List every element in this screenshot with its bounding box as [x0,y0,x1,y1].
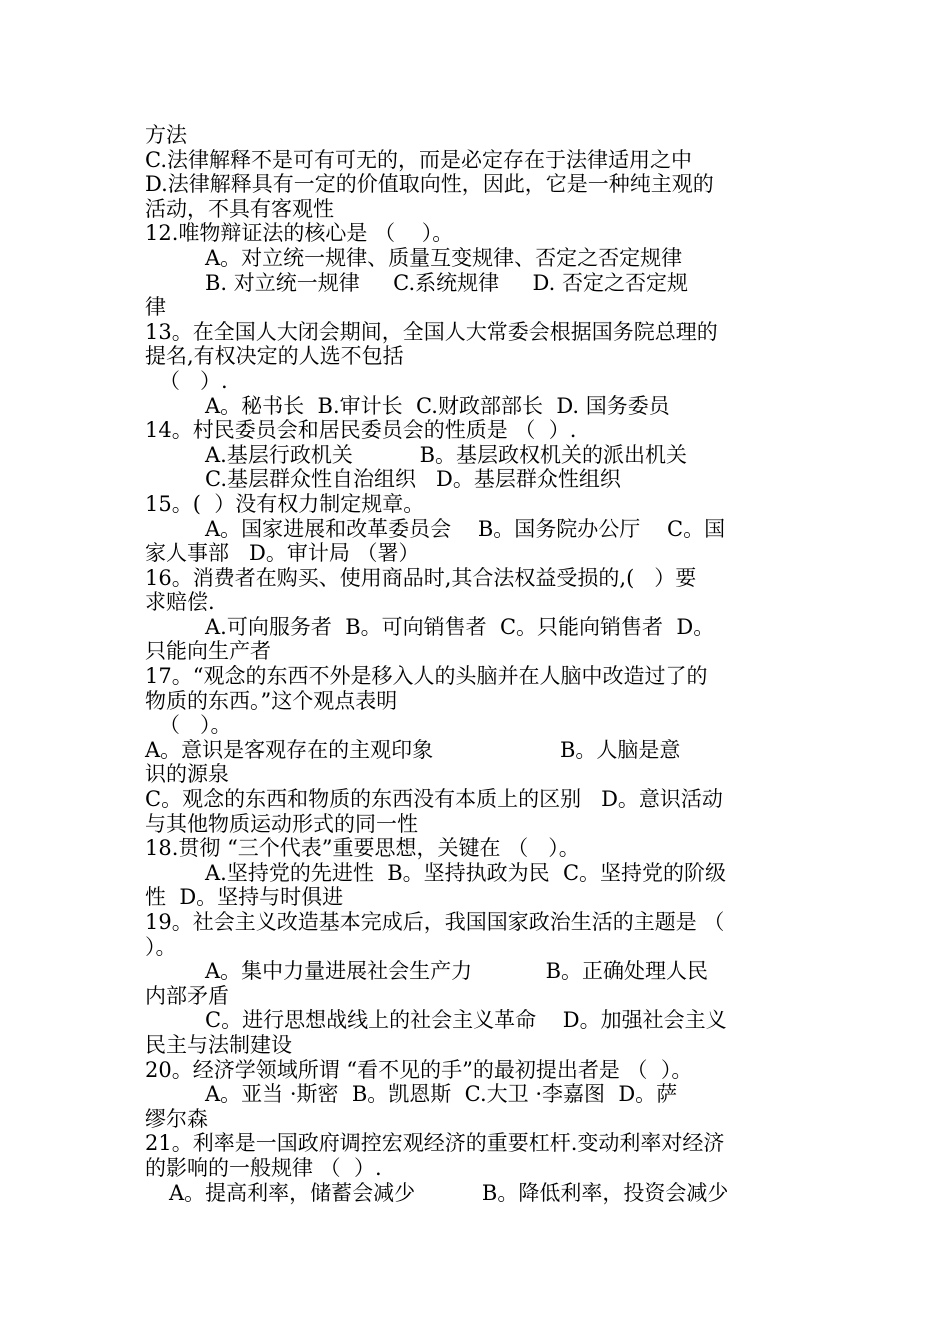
text-line: 缪尔森 [145,1106,208,1131]
text-line: A。秘书长 B.审计长 C.财政部部长 D. 国务委员 [205,393,670,418]
text-line: 性 D。坚持与时俱进 [145,885,344,910]
text-line: 提名,有权决定的人选不包括 [145,344,404,369]
text-line: A。亚当 ·斯密 B。凯恩斯 C.大卫 ·李嘉图 D。萨 [205,1082,678,1107]
text-line: D.法律解释具有一定的价值取向性，因此，它是一种纯主观的 [145,172,714,197]
text-line: 物质的东西。”这个观点表明 [145,688,398,713]
text-line: 与其他物质运动形式的同一性 [145,811,418,836]
text-line: C.基层群众性自治组织 D。基层群众性组织 [205,467,621,492]
text-line: A.基层行政机关 B。基层政权机关的派出机关 [205,442,688,467]
text-line: 方法 [145,123,187,147]
text-line: A。国家进展和改革委员会 B。国务院办公厅 C。国 [205,516,726,541]
text-line: 求赔偿. [145,590,215,615]
text-line: C.法律解释不是可有可无的，而是必定存在于法律适用之中 [145,147,692,172]
text-line: 民主与法制建设 [145,1032,292,1057]
text-line: 的影响的一般规律 （ ）. [145,1155,382,1180]
text-line: 识的源泉 [145,762,229,787]
text-line: B. 对立统一规律 C.系统规律 D. 否定之否定规 [205,270,688,295]
text-line: 只能向生产者 [145,639,271,664]
text-line: C。观念的东西和物质的东西没有本质上的区别 D。意识活动 [145,787,723,812]
text-line: 12.唯物辩证法的核心是 （ ）。 [145,221,454,246]
text-line: 19。社会主义改造基本完成后，我国国家政治生活的主题是 （ [145,910,725,934]
text-line: A.可向服务者 B。可向销售者 C。只能向销售者 D。 [205,614,715,639]
text-line: ）。 [145,934,177,959]
text-line: 20。经济学领域所谓 “看不见的手”的最初提出者是 （ ）。 [145,1057,693,1082]
document-body [145,123,810,1205]
text-line: 15。( ）没有权力制定规章。 [145,491,425,516]
text-line: 21。利率是一国政府调控宏观经济的重要杠杆.变动利率对经济 [145,1131,725,1156]
text-line: 17。“观念的东西不外是移入人的头脑并在人脑中改造过了的 [145,664,708,689]
text-line: 家人事部 D。审计局 （署） [145,541,420,566]
text-line: A。提高利率，储蓄会减少 B。降低利率，投资会减少 [169,1180,729,1205]
text-line: 内部矛盾 [145,983,229,1008]
text-line: 活动，不具有客观性 [145,196,334,221]
text-line: A。对立统一规律、质量互变规律、否定之否定规律 [205,245,683,270]
text-line: C。进行思想战线上的社会主义革命 D。加强社会主义 [205,1008,727,1033]
text-line: 16。消费者在购买、使用商品时,其合法权益受损的,( ）要 [145,565,697,590]
text-line: （ ）. [159,368,228,393]
text-line: 18.贯彻 “三个代表”重要思想，关键在 （ ）。 [145,836,580,861]
text-line: 13。在全国人大闭会期间，全国人大常委会根据国务院总理的 [145,319,718,344]
text-line: （ ）。 [159,713,232,738]
text-line: 14。村民委员会和居民委员会的性质是 （ ）. [145,418,577,443]
text-line: 律 [145,295,166,320]
text-line: A。意识是客观存在的主观印象 B。人脑是意 [145,737,681,762]
text-line: A.坚持党的先进性 B。坚持执政为民 C。坚持党的阶级 [205,860,727,885]
text-line: A。集中力量进展社会生产力 B。正确处理人民 [205,959,709,984]
